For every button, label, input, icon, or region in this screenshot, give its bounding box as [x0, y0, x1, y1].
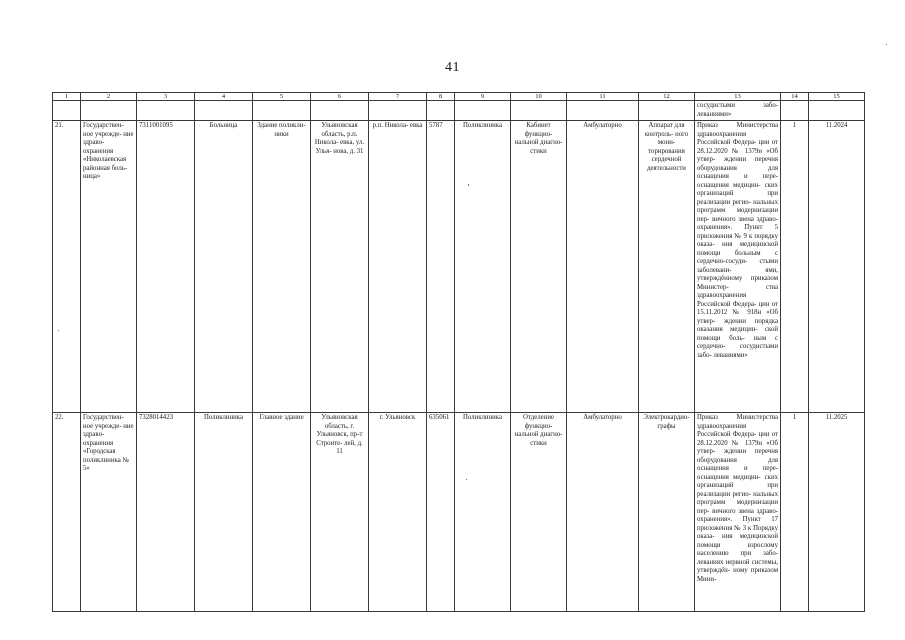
quantity: 1 [781, 413, 809, 612]
continuation-row [53, 101, 865, 121]
legal-basis: Приказ Министерства здравоохранения Российской Федера- ции от 28.12.2020 № 1379н «Об утвер- ждении перечня оборудования для оснащения и пере- оснащения медицин- ских организаций при реализации регио- нальных программ модернизации пер- вичного звена здраво- охранения». Пункт 5 приложения № 9 к порядку оказа- ния медицинской помощи больным с сердечно-сосуди- стыми заболевани- ями, утверждённому приказом Министер- ства здравоохранения Российской Федера- ции от 15.11.2012 № 918н «Об утвер- ждении порядка оказания медицин- ской помощи боль- ным с сердечно- сосудистыми забо- леваниями» [695, 121, 781, 413]
scan-speck [466, 479, 467, 480]
building-name: Главное здание [253, 413, 311, 612]
quantity: 1 [781, 121, 809, 413]
organization-code: 7328014423 [137, 413, 195, 612]
scan-speck [58, 330, 59, 331]
column-number-row [53, 93, 865, 101]
building-name: Здание поликли- ники [253, 121, 311, 413]
facility-type: Поликлиника [195, 413, 253, 612]
row-number: 21. [53, 121, 81, 413]
column-number: 10 [511, 93, 567, 101]
column-number: 4 [195, 93, 253, 101]
locality: г. Ульяновск [369, 413, 427, 612]
column-number: 8 [427, 93, 455, 101]
device-name: Аппарат для контроль- ного мони- торирования сердечной деятельности [639, 121, 695, 413]
basis-continuation: сосудистыми забо- леваниями» [695, 101, 781, 121]
column-number: 9 [455, 93, 511, 101]
deadline: 11.2025 [809, 413, 865, 612]
column-number: 11 [567, 93, 639, 101]
scan-speck [468, 184, 469, 186]
deadline: 11.2024 [809, 121, 865, 413]
care-conditions: Амбулаторно [567, 413, 639, 612]
facility-type: Больница [195, 121, 253, 413]
care-conditions: Амбулаторно [567, 121, 639, 413]
room: Кабинет функцио- нальной диагно- стики [511, 121, 567, 413]
column-number: 7 [369, 93, 427, 101]
column-number: 12 [639, 93, 695, 101]
postcode: 635061 [427, 413, 455, 612]
device-name: Электрокардио- графы [639, 413, 695, 612]
room: Отделение функцио- нальной диагно- стики [511, 413, 567, 612]
column-number: 14 [781, 93, 809, 101]
page-number: 41 [445, 60, 460, 75]
row-number: 22. [53, 413, 81, 612]
table-row [53, 413, 865, 612]
column-number: 2 [81, 93, 137, 101]
address: Ульяновская область, г. Ульяновск, пр-т Строите- лей, д. 11 [311, 413, 369, 612]
column-number: 5 [253, 93, 311, 101]
column-number: 1 [53, 93, 81, 101]
column-number: 15 [809, 93, 865, 101]
table-row [53, 121, 865, 413]
column-number: 3 [137, 93, 195, 101]
locality: р.п. Никола- евка [369, 121, 427, 413]
organization-name: Государствен- ное учрежде- ние здраво- охранения «Никола́евская районная боль- ница» [81, 121, 137, 413]
column-number: 6 [311, 93, 369, 101]
column-number: 13 [695, 93, 781, 101]
organization-code: 7311001095 [137, 121, 195, 413]
organization-name: Государствен- ное учрежде- ние здраво- охранения «Городская поликлиника № 5» [81, 413, 137, 612]
equipment-table [52, 92, 865, 612]
department: Поликлиника [455, 121, 511, 413]
scan-speck [886, 44, 887, 45]
address: Ульяновская область, р.п. Никола- евка, ул. Улья- нова, д. 31 [311, 121, 369, 413]
department: Поликлиника [455, 413, 511, 612]
postcode: 5787 [427, 121, 455, 413]
legal-basis: Приказ Министерства здравоохранения Российской Федера- ции от 28.12.2020 № 1379н «Об утвер- ждении перечня оборудования для оснащения и пере- оснащения медицин- ских организаций при реализации регио- нальных программ модернизации пер- вичного звена здраво- охранения». Пункт 17 приложения № 3 к Порядку оказа- ния медицинской помощи взрослому населению при забо- леваниях нервной системы, утверждён- ному приказом Мини- [695, 413, 781, 612]
